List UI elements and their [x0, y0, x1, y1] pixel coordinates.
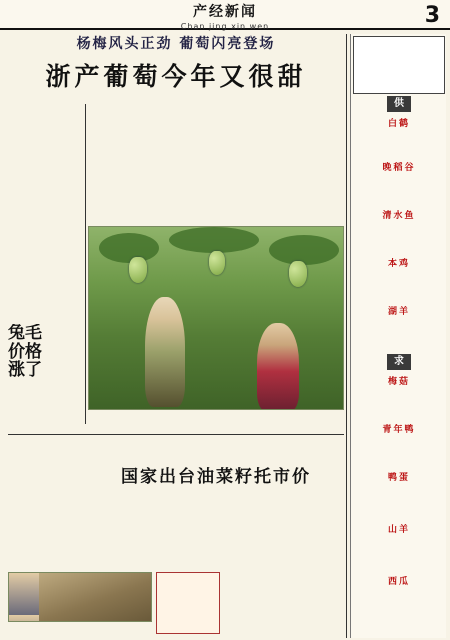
second-headline: 国家出台油菜籽托市价 [121, 467, 311, 487]
lead-kicker: 杨梅风头正劲 葡萄闪亮登场 [76, 36, 276, 52]
listing-item: 青年鸭 [382, 425, 416, 435]
masthead [0, 0, 450, 30]
lead-column-4 [258, 116, 344, 214]
vine-leaf [169, 227, 259, 253]
lead-headline: 浙产葡萄今年又很甜 [45, 62, 307, 91]
listing-item: 白鹤 [387, 119, 410, 129]
classifieds-sidebar [350, 34, 446, 638]
listing-item: 西瓜 [387, 577, 410, 587]
section-divider [8, 434, 344, 435]
second-story-body [224, 536, 344, 632]
vine-leaf [99, 233, 159, 263]
grape-farm-photo [88, 226, 344, 410]
vine-leaf [269, 235, 339, 265]
advertisement [156, 572, 220, 634]
listing-item: 梅菇 [387, 377, 410, 387]
ad-body [157, 575, 219, 625]
sidebar-intro [357, 54, 443, 92]
listing-item: 晚稻谷 [382, 163, 416, 173]
lead-column-2 [88, 116, 168, 214]
photo-caption [88, 412, 344, 428]
demand-tag: 求 [387, 354, 411, 370]
grape-bunch [129, 257, 147, 283]
section-banner [150, 3, 300, 33]
farmer-figure [9, 615, 39, 622]
column-divider [346, 34, 347, 638]
grape-bunch [209, 251, 225, 275]
column-divider [85, 104, 86, 424]
grape-bunch [289, 261, 307, 287]
section-title: 产经新闻 [193, 4, 257, 20]
side-headline: 兔毛价格涨了 [8, 324, 42, 381]
farmer-figure [257, 323, 299, 410]
listing-item: 清水鱼 [382, 211, 416, 221]
listing-item: 鸭蛋 [387, 473, 410, 483]
farmer-figure [9, 573, 39, 615]
listing-item: 本鸡 [387, 259, 410, 269]
side-body [8, 440, 84, 566]
section-pinyin: Chan jing xin wen [180, 21, 270, 31]
rabbit-farm-photo [8, 572, 152, 622]
listing-item: 山羊 [387, 525, 410, 535]
supply-tag: 供 [387, 96, 411, 112]
page-number: 3 [424, 3, 440, 28]
lead-column-1 [8, 104, 84, 320]
lead-column-3 [172, 116, 254, 214]
sidebar-header [353, 36, 445, 94]
farmer-figure [145, 297, 185, 407]
listing-item: 湖羊 [387, 307, 410, 317]
